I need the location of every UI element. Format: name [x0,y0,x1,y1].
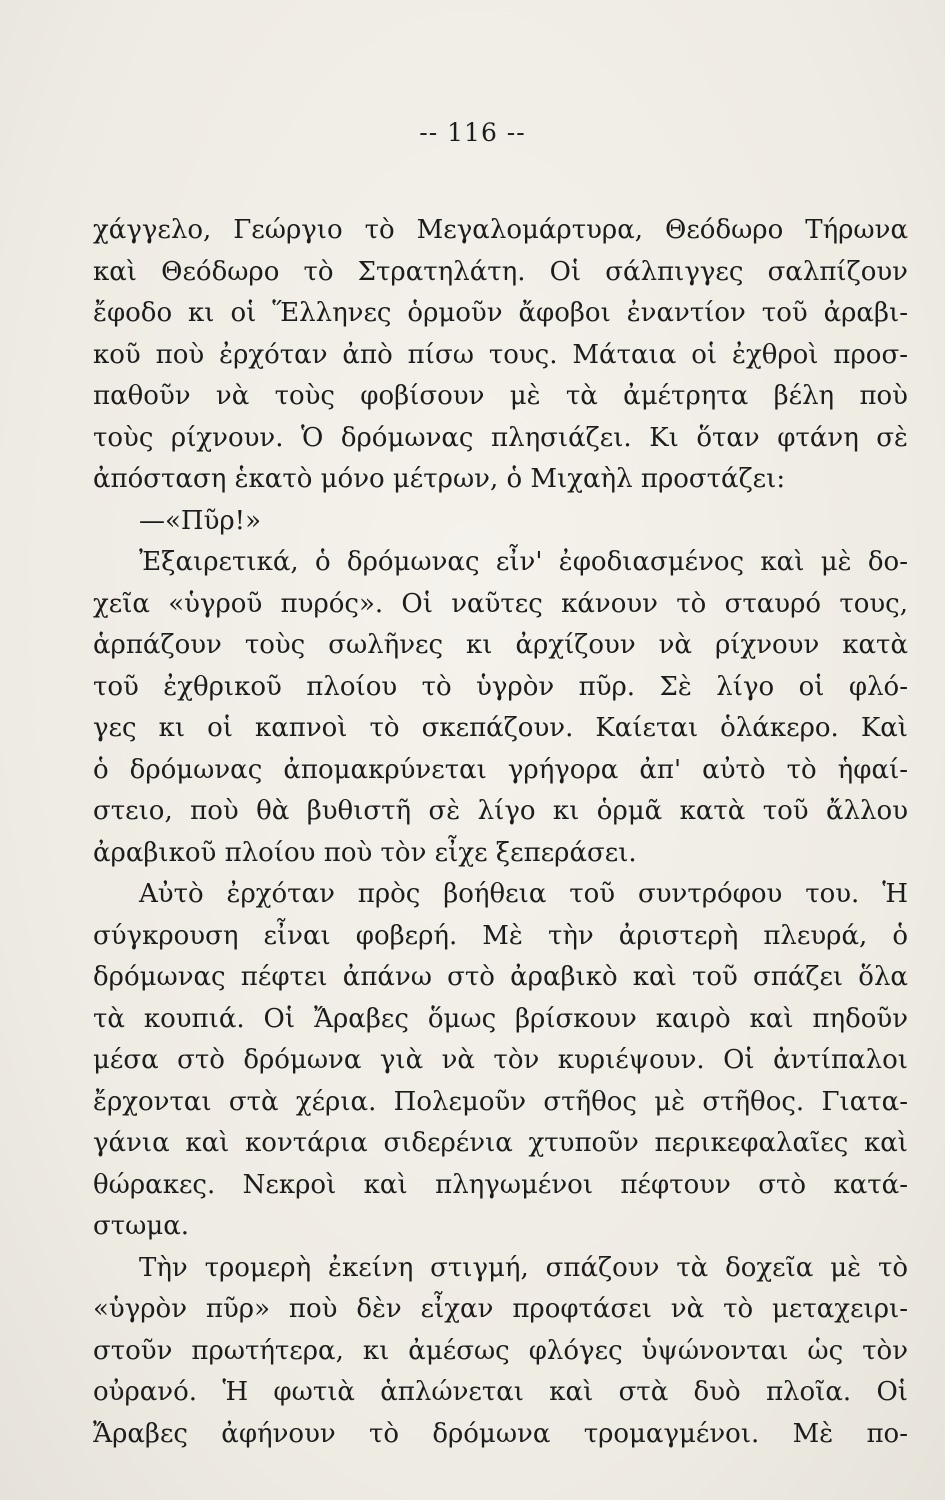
text-line: παθοῦν νὰ τοὺς φοβίσουν μὲ τὰ ἀμέτρητα βέλη ποὺ [93,381,908,411]
text-line: τοὺς ρίχνουν. Ὁ δρόμωνας πλησιάζει. Κι ὅταν φτάνη σὲ [93,422,908,453]
paragraph-start-line: Ἐξαιρετικά, ὁ δρόμωνας εἶν' ἐφοδιασμένος καὶ μὲ δο- [139,547,908,577]
text-line: τὰ κουπιά. Οἱ Ἄραβες ὅμως βρίσκουν καιρὸ καὶ πηδοῦν [93,1003,908,1034]
text-line: τοῦ ἐχθρικοῦ πλοίου τὸ ὑγρὸν πῦρ. Σὲ λίγο οἱ φλό- [93,671,908,702]
text-line: ἁρπάζουν τοὺς σωλῆνες κι ἀρχίζουν νὰ ρίχνουν κατὰ [93,630,908,660]
text-line: ἔρχονται στὰ χέρια. Πολεμοῦν στῆθος μὲ στῆθος. Γιατα- [93,1086,908,1117]
text-line: Ἄραβες ἀφήνουν τὸ δρόμωνα τρομαγμένοι. Μὲ πο- [93,1418,908,1449]
text-line: ἀπόσταση ἑκατὸ μόνο μέτρων, ὁ Μιχαὴλ προστάζει: [93,464,786,494]
text-line: χεῖα «ὑγροῦ πυρός». Οἱ ναῦτες κάνουν τὸ σταυρό τους, [93,588,908,619]
text-line: θώρακες. Νεκροὶ καὶ πληγωμένοι πέφτουν στὸ κατά- [93,1169,908,1200]
text-line: σύγκρουση εἶναι φοβερή. Μὲ τὴν ἀριστερὴ πλευρά, ὁ [93,920,908,951]
paragraph-start-line: Τὴν τρομερὴ ἐκείνη στιγμή, σπάζουν τὰ δοχεῖα μὲ τὸ [139,1252,908,1283]
paragraph-start-line: Αὐτὸ ἐρχόταν πρὸς βοήθεια τοῦ συντρόφου του. Ἡ [139,879,908,909]
body-text [93,210,908,1455]
text-line: γάνια καὶ κοντάρια σιδερένια χτυποῦν περικεφαλαῖες καὶ [93,1128,908,1158]
text-line: κοῦ ποὺ ἐρχόταν ἀπὸ πίσω τους. Μάταια οἱ ἐχθροὶ προσ- [93,339,908,370]
text-line: στειο, ποὺ θὰ βυθιστῆ σὲ λίγο κι ὁρμᾶ κατὰ τοῦ ἄλλου [93,796,908,826]
text-line: δρόμωνας πέφτει ἀπάνω στὸ ἀραβικὸ καὶ τοῦ σπάζει ὅλα [93,962,908,992]
text-line: οὐρανό. Ἡ φωτιὰ ἁπλώνεται καὶ στὰ δυὸ πλοῖα. Οἱ [93,1377,908,1407]
text-line: ἀραβικοῦ πλοίου ποὺ τὸν εἶχε ξεπεράσει. [93,837,637,868]
text-line: ὁ δρόμωνας ἀπομακρύνεται γρήγορα ἀπ' αὐτὸ τὸ ἡφαί- [93,754,908,785]
text-line: «ὑγρὸν πῦρ» ποὺ δὲν εἶχαν προφτάσει νὰ τὸ μεταχειρι- [93,1294,908,1324]
dialogue-line: —«Πῦρ!» [139,505,262,536]
page-number: -- 116 -- [419,118,526,147]
text-line: μέσα στὸ δρόμωνα γιὰ νὰ τὸν κυριέψουν. Οἱ ἀντίπαλοι [93,1045,908,1075]
text-line: γες κι οἱ καπνοὶ τὸ σκεπάζουν. Καίεται ὁλάκερο. Καὶ [93,713,908,743]
text-line: στωμα. [93,1211,190,1241]
text-line: χάγγελο, Γεώργιο τὸ Μεγαλομάρτυρα, Θεόδωρο Τήρωνα [93,215,908,245]
text-line: στοῦν πρωτήτερα, κι ἀμέσως φλόγες ὑψώνονται ὡς τὸν [93,1335,908,1366]
text-line: καὶ Θεόδωρο τὸ Στρατηλάτη. Οἱ σάλπιγγες σαλπίζουν [93,256,908,287]
text-line: ἔφοδο κι οἱ Ἕλληνες ὁρμοῦν ἄφοβοι ἐναντίον τοῦ ἀραβι- [93,298,908,328]
